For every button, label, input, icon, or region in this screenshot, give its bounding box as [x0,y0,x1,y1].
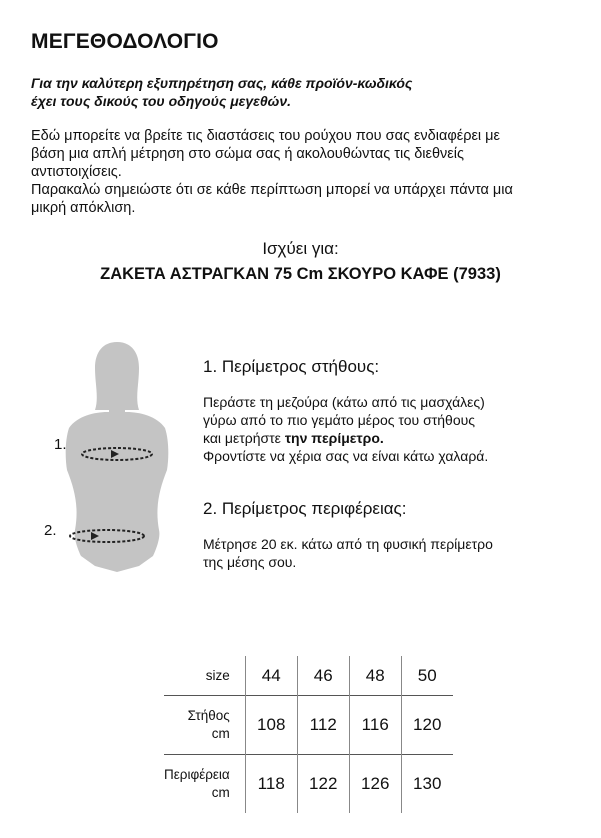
section1-text [203,393,583,465]
row-label-unit: cm [211,726,230,741]
row-label-size: size [205,667,230,683]
chest-cell: 112 [297,696,349,755]
hip-cell: 126 [349,755,401,814]
paragraph-line: Εδώ μπορείτε να βρείτε τις διαστάσεις του ρούχου που σας ενδιαφέρει με [31,128,501,144]
section1-line [203,429,583,447]
silhouette-icon [66,342,169,572]
section1-line3-prefix: και μετρήστε [203,430,285,446]
paragraph-line: αντιστοιχίσεις. [31,164,122,180]
table-row-hip [164,755,453,814]
applies-to-block [0,238,601,286]
section1-line: γύρω από το πιο γεμάτο μέρος του στήθους [203,412,476,428]
hip-cell: 118 [245,755,297,814]
marker-2-label: 2. [44,522,57,539]
row-label-line: Στήθος [187,708,230,723]
section2-line: Μέτρησε 20 εκ. κάτω από τη φυσική περίμετρο [203,536,493,552]
section2-title: 2. Περίμετρος περιφέρειας: [203,499,407,518]
row-label-hip [164,755,245,814]
table-row-chest [164,696,453,755]
row-label-unit: cm [211,785,230,800]
section2-line: της μέσης σου. [203,554,297,570]
body-silhouette-figure [55,340,180,575]
applies-label: Ισχύει για: [262,239,339,258]
section1-line: Φροντίστε να χέρια σας να είναι κάτω χαλαρά. [203,448,489,464]
paragraph-line: βάση μια απλή μέτρηση στο σώμα σας ή ακολουθώντας τις διεθνείς [31,146,464,162]
paragraph-line: Παρακαλώ σημειώστε ότι σε κάθε περίπτωση μπορεί να υπάρχει πάντα μια [31,182,513,198]
section1-line3-bold: την περίμετρο. [284,430,384,446]
size-cell: 44 [245,656,297,696]
row-label-line: Περιφέρεια [164,767,230,782]
description-paragraph [31,127,576,217]
section1-line: Περάστε τη μεζούρα (κάτω από τις μασχάλες) [203,394,485,410]
paragraph-line: μικρή απόκλιση. [31,200,136,216]
intro-note [31,74,571,110]
size-cell: 48 [349,656,401,696]
page-title: ΜΕΓΕΘΟΔΟΛΟΓΙΟ [31,30,219,53]
intro-line: έχει τους δικούς του οδηγούς μεγεθών. [31,93,291,109]
hip-cell: 130 [401,755,453,814]
product-name: ΖΑΚΕΤΑ ΑΣΤΡΑΓΚΑΝ 75 Cm ΣΚΟΥΡΟ ΚΑΦΕ (7933) [100,265,501,283]
size-table [164,656,453,813]
size-cell: 50 [401,656,453,696]
chest-cell: 120 [401,696,453,755]
row-label-chest [164,696,245,755]
chest-cell: 108 [245,696,297,755]
size-cell: 46 [297,656,349,696]
intro-line: Για την καλύτερη εξυπηρέτηση σας, κάθε προϊόν-κωδικός [31,75,413,91]
hip-cell: 122 [297,755,349,814]
chest-cell: 116 [349,696,401,755]
table-row-size [164,656,453,696]
section2-text [203,535,583,571]
section1-title: 1. Περίμετρος στήθους: [203,357,380,376]
marker-1-label: 1. [54,436,67,453]
